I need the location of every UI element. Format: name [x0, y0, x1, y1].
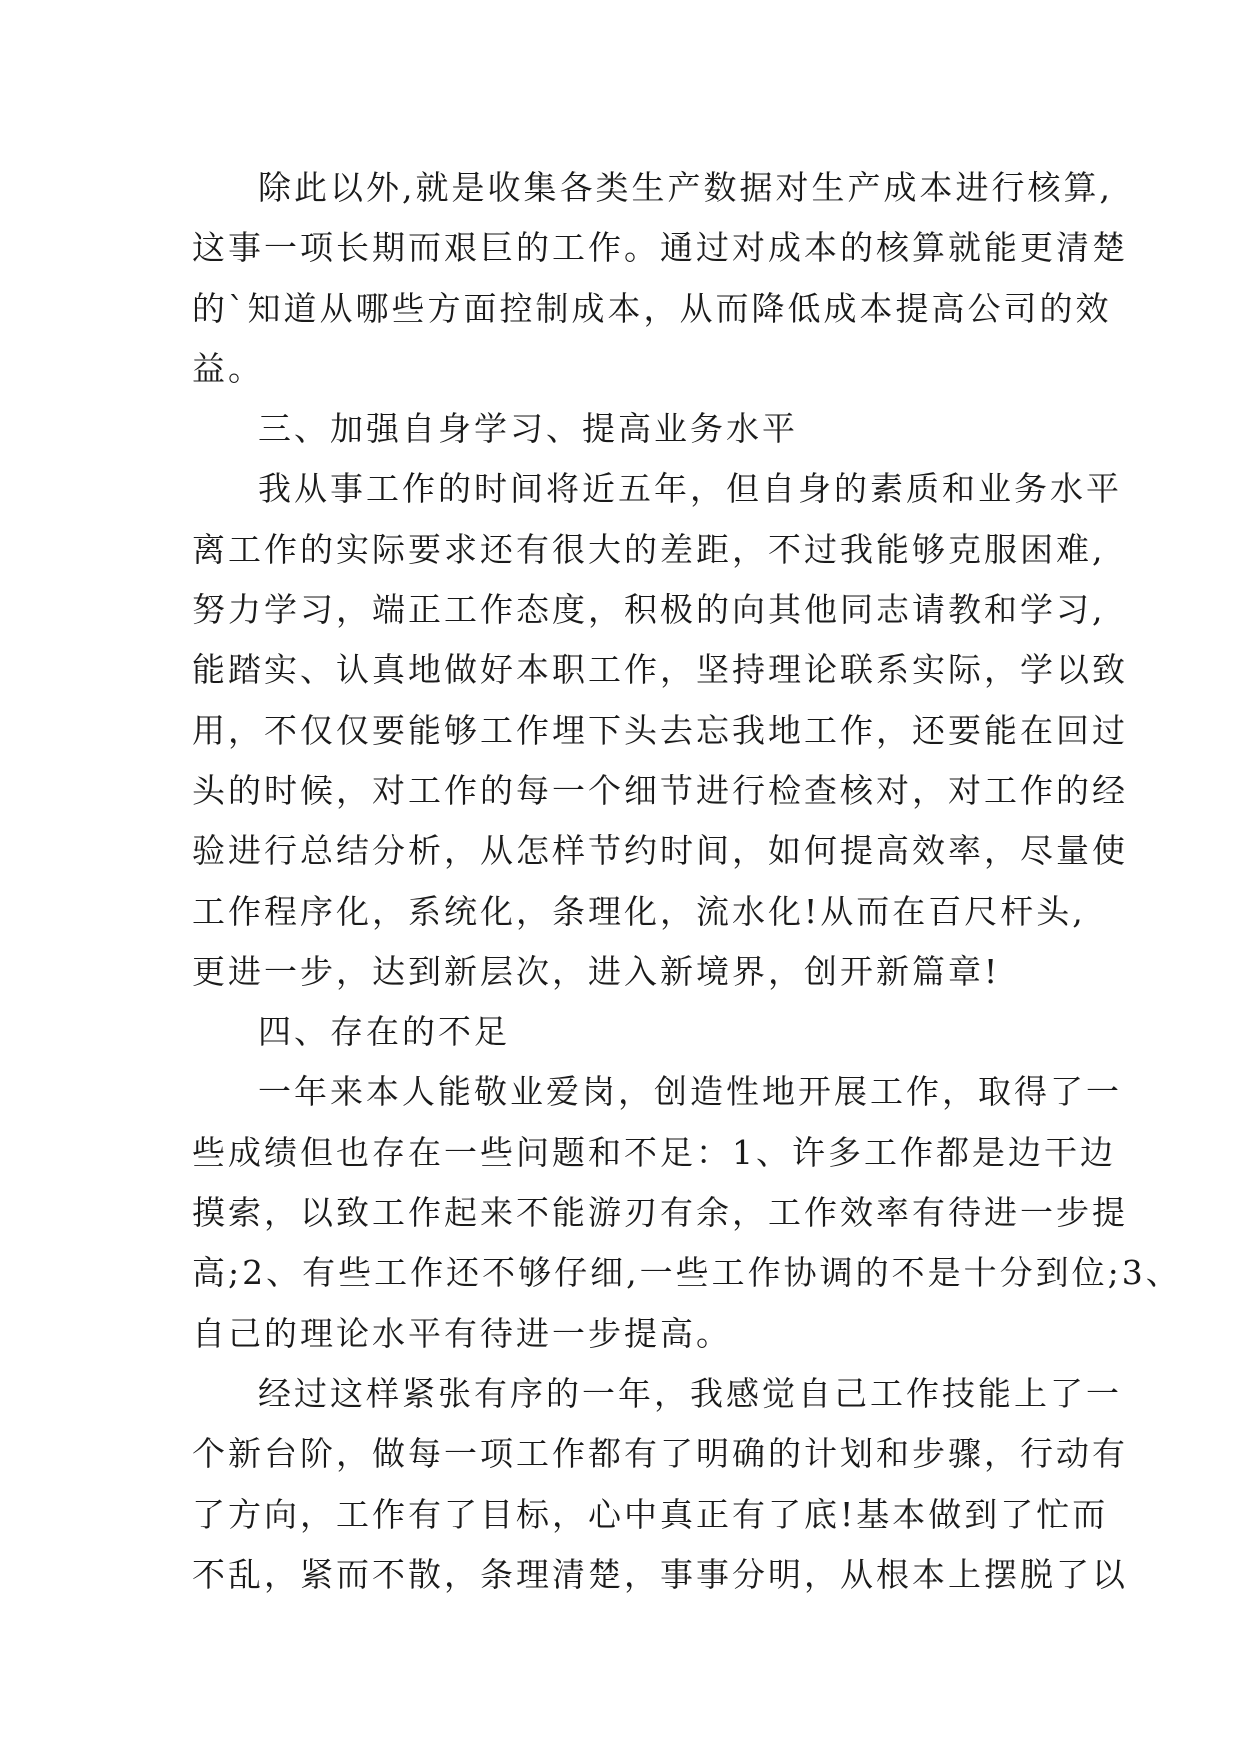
- text-line: 更进一步，达到新层次，进入新境界，创开新篇章!: [192, 951, 1001, 991]
- text-line: 自己的理论水平有待进一步提高。: [192, 1313, 732, 1353]
- text-line: 验进行总结分析，从怎样节约时间，如何提高效率，尽量使: [192, 831, 1128, 871]
- text-line: 个新台阶，做每一项工作都有了明确的计划和步骤，行动有: [192, 1434, 1128, 1474]
- text-line: 益。: [192, 348, 264, 388]
- text-line: 努力学习，端正工作态度，积极的向其他同志请教和学习,: [192, 590, 1106, 630]
- text-line: 四、存在的不足: [258, 1012, 510, 1052]
- text-line: 些成绩但也存在一些问题和不足：1、许多工作都是边干边: [192, 1132, 1116, 1172]
- text-line: 我从事工作的时间将近五年，但自身的素质和业务水平: [258, 469, 1122, 509]
- text-line: 不乱，紧而不散，条理清楚，事事分明，从根本上摆脱了以: [192, 1554, 1128, 1594]
- text-line: 三、加强自身学习、提高业务水平: [258, 409, 798, 449]
- text-line: 经过这样紧张有序的一年，我感觉自己工作技能上了一: [258, 1373, 1122, 1413]
- text-line: 除此以外,就是收集各类生产数据对生产成本进行核算,: [258, 168, 1113, 207]
- text-line: 工作程序化，系统化，条理化，流水化!从而在百尺杆头,: [192, 891, 1086, 931]
- text-line: 了方向，工作有了目标，心中真正有了底!基本做到了忙而: [192, 1494, 1109, 1534]
- text-line: 一年来本人能敬业爱岗，创造性地开展工作，取得了一: [258, 1072, 1122, 1112]
- text-line: 摸索，以致工作起来不能游刃有余，工作效率有待进一步提: [192, 1193, 1128, 1233]
- text-line: 这事一项长期而艰巨的工作。通过对成本的核算就能更清楚: [192, 228, 1128, 268]
- text-line: 高;2、有些工作还不够仔细,一些工作协调的不是十分到位;3、: [192, 1253, 1182, 1293]
- text-line: 能踏实、认真地做好本职工作，坚持理论联系实际，学以致: [192, 650, 1128, 690]
- document-body: [192, 158, 1182, 1605]
- text-line: 离工作的实际要求还有很大的差距，不过我能够克服困难,: [192, 529, 1106, 569]
- text-line: 用，不仅仅要能够工作埋下头去忘我地工作，还要能在回过: [192, 710, 1128, 750]
- text-line: 头的时候，对工作的每一个细节进行检查核对，对工作的经: [192, 770, 1128, 810]
- text-line: 的`知道从哪些方面控制成本，从而降低成本提高公司的效: [192, 288, 1112, 328]
